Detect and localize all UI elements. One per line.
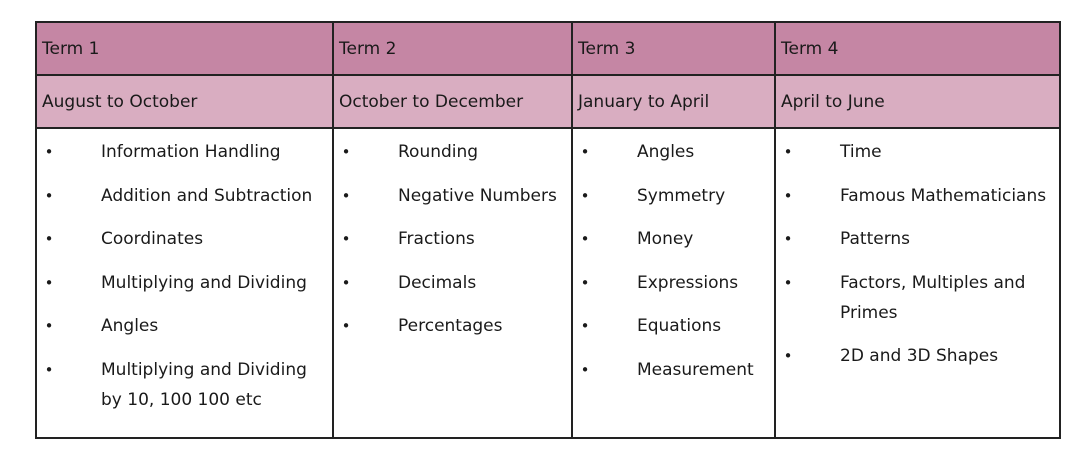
topic-label: Addition and Subtraction	[101, 185, 313, 206]
bullet-icon: •	[783, 143, 793, 161]
topic-list-item	[776, 137, 1059, 167]
topic-label: 2D and 3D Shapes	[840, 346, 999, 366]
term-2-header	[333, 22, 572, 75]
topic-label: Angles	[101, 316, 159, 336]
term-2-months-cell	[333, 75, 572, 128]
bullet-icon: •	[783, 273, 793, 292]
topic-list-item	[776, 181, 1059, 211]
topic-label: Symmetry	[637, 185, 726, 206]
topic-label: Fractions	[398, 229, 475, 249]
topic-list-item	[776, 224, 1059, 254]
bullet-icon: •	[341, 230, 351, 248]
term-3-topic-list	[573, 137, 774, 385]
topic-list-item	[573, 268, 774, 298]
term-1-label: Term 1	[42, 38, 100, 59]
term-1-topic-list	[37, 137, 332, 415]
topic-label: Coordinates	[101, 229, 204, 249]
bullet-icon: •	[341, 273, 351, 292]
bullet-icon: •	[783, 347, 793, 365]
term-4-months-cell	[775, 75, 1060, 128]
bullet-icon: •	[580, 360, 590, 379]
term-1-header	[36, 22, 333, 75]
term-2-months: October to December	[339, 91, 524, 112]
term-1-months: August to October	[42, 91, 198, 112]
term-3-months-cell	[572, 75, 775, 128]
term-2-label: Term 2	[339, 38, 397, 59]
topic-label: Equations	[637, 316, 722, 336]
bullet-icon: •	[44, 143, 54, 161]
topic-label: Percentages	[398, 316, 503, 336]
topic-list-item	[334, 224, 571, 254]
topic-list-item	[573, 224, 774, 254]
topic-label: Information Handling	[101, 142, 281, 162]
topic-label: Multiplying and Dividing	[101, 272, 307, 293]
topic-list-item	[37, 181, 332, 211]
topic-label: Negative Numbers	[398, 185, 557, 206]
topic-list-item	[37, 355, 332, 415]
bullet-icon: •	[44, 230, 54, 248]
term-2-topics-cell	[333, 128, 572, 438]
topic-list-item	[776, 268, 1059, 328]
topic-label: Expressions	[637, 272, 739, 293]
topic-label: Famous Mathematicians	[840, 185, 1047, 206]
term-1-topics-cell	[36, 128, 333, 438]
topic-list-item	[334, 137, 571, 167]
topic-label: Angles	[637, 142, 695, 162]
bullet-icon: •	[580, 186, 590, 205]
topic-label: Multiplying and Dividing by 10, 100 100 etc	[101, 359, 307, 410]
bullet-icon: •	[44, 317, 54, 335]
months-row	[36, 75, 1060, 128]
topic-list-item	[776, 341, 1059, 371]
term-header-row	[36, 22, 1060, 75]
topic-label: Measurement	[637, 359, 754, 380]
term-3-label: Term 3	[578, 38, 636, 59]
bullet-icon: •	[341, 143, 351, 161]
term-plan-table	[35, 21, 1061, 439]
bullet-icon: •	[783, 230, 793, 248]
topic-label: Patterns	[840, 229, 911, 249]
topic-list-item	[334, 268, 571, 298]
topic-label: Time	[840, 142, 882, 162]
topic-list-item	[334, 181, 571, 211]
term-4-topic-list	[776, 137, 1059, 371]
topic-list-item	[37, 137, 332, 167]
topic-list-item	[573, 137, 774, 167]
term-4-months: April to June	[781, 91, 885, 112]
topic-label: Money	[637, 229, 694, 249]
bullet-icon: •	[783, 186, 793, 205]
topic-list-item	[37, 224, 332, 254]
bullet-icon: •	[341, 186, 351, 205]
term-3-months: January to April	[578, 91, 710, 112]
bullet-icon: •	[44, 360, 54, 379]
term-4-header	[775, 22, 1060, 75]
term-2-topic-list	[334, 137, 571, 341]
term-3-header	[572, 22, 775, 75]
topic-list-item	[37, 311, 332, 341]
term-4-label: Term 4	[781, 38, 839, 59]
bullet-icon: •	[580, 230, 590, 248]
bullet-icon: •	[580, 273, 590, 292]
topic-list-item	[573, 181, 774, 211]
bullet-icon: •	[44, 186, 54, 205]
topic-list-item	[37, 268, 332, 298]
bullet-icon: •	[44, 273, 54, 292]
term-3-topics-cell	[572, 128, 775, 438]
bullet-icon: •	[580, 317, 590, 335]
bullet-icon: •	[580, 143, 590, 161]
term-1-months-cell	[36, 75, 333, 128]
topic-list-item	[573, 311, 774, 341]
topic-list-item	[334, 311, 571, 341]
topic-label: Rounding	[398, 142, 479, 162]
topic-list-item	[573, 355, 774, 385]
bullet-icon: •	[341, 317, 351, 335]
term-4-topics-cell	[775, 128, 1060, 438]
topic-label: Factors, Multiples and Primes	[840, 272, 1026, 323]
topic-label: Decimals	[398, 272, 477, 293]
topics-row	[36, 128, 1060, 438]
